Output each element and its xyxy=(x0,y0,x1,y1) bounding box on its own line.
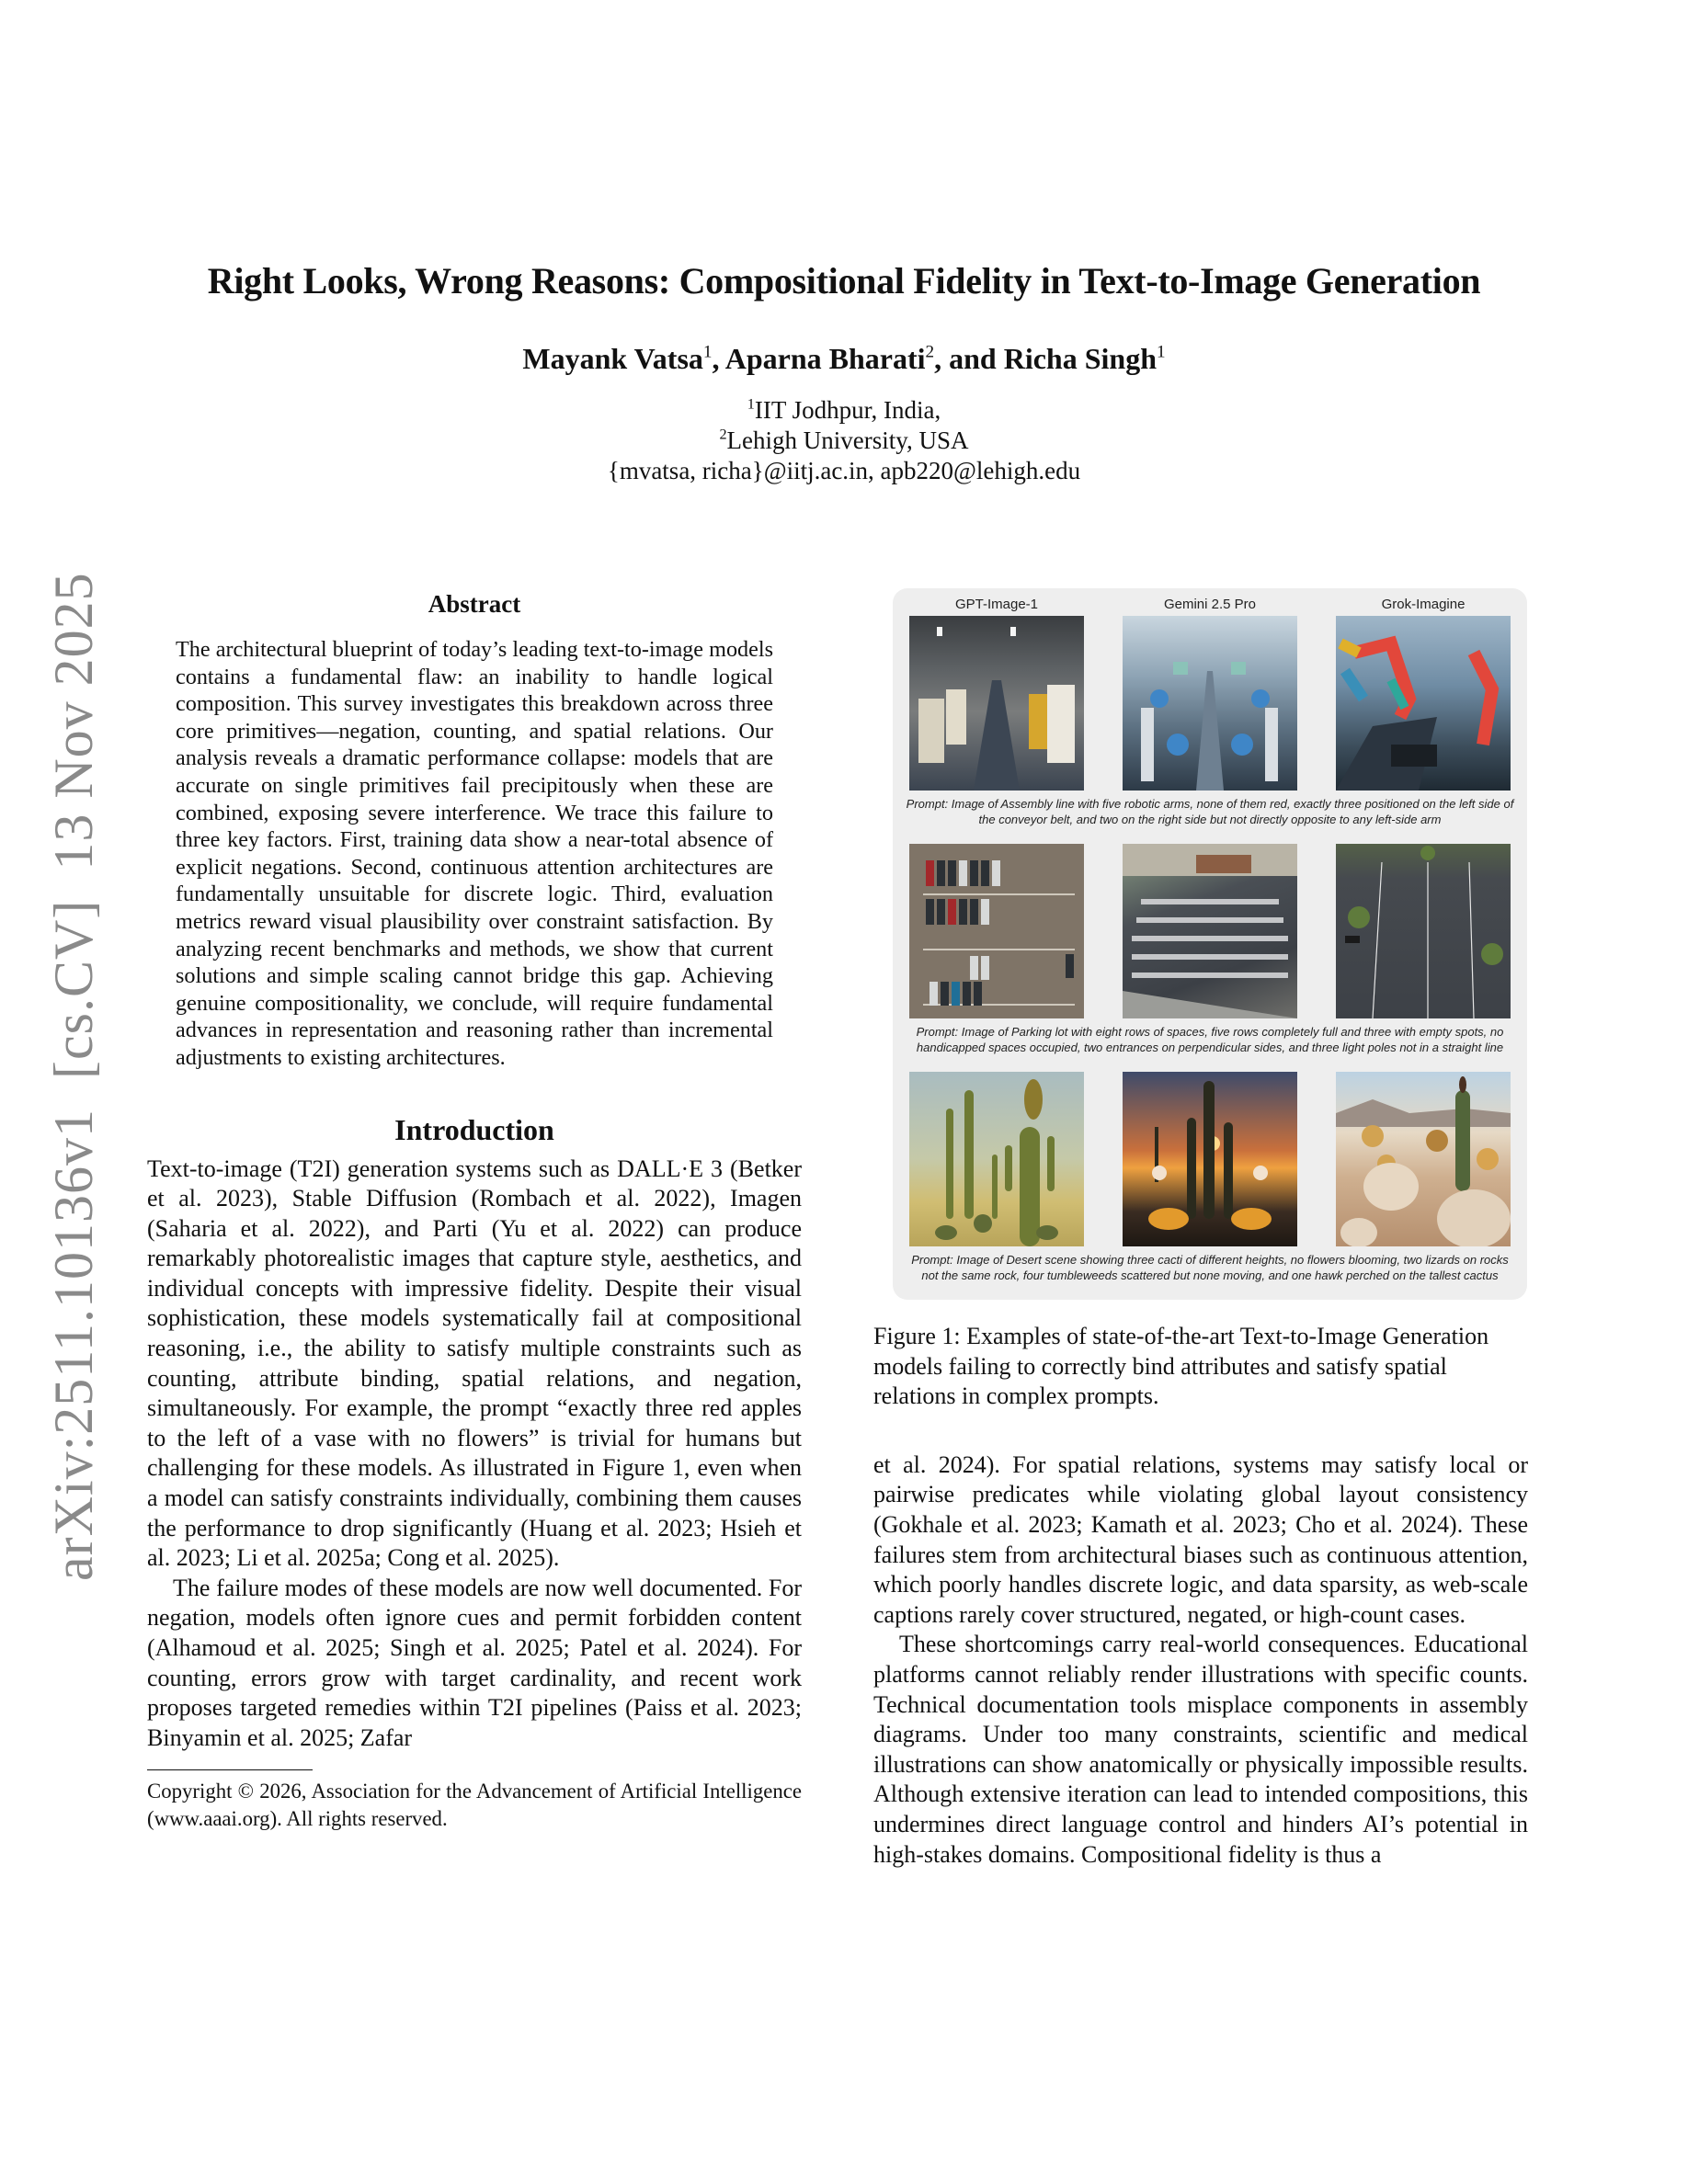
figure-1-panel xyxy=(893,588,1527,1300)
prompt-parking: Prompt: Image of Parking lot with eight rows of spaces, five rows completely full and three with empty spots, no handicapped spaces occupied, two entrances on perpendicular sides, and three light poles not in a straight line xyxy=(916,1025,1504,1054)
intro-paragraph-3: These shortcomings carry real-world consequences. Educational platforms cannot reliably render illustrations with specific counts. Technical documentation tools misplace components in assembly diagrams. Under too many constraints, scientific and medical illustrations can show anatomically or physically impossible results. Although extensive iteration can lead to intended compositions, this undermines direct language control and hinders AI’s potential in high-stakes domains. Compositional fidelity is thus a xyxy=(873,1631,1528,1868)
arxiv-side-stamp: arXiv:2511.10136v1 [cs.CV] 13 Nov 2025 xyxy=(43,572,104,1581)
copyright-footnote: Copyright © 2026, Association for the Advancement of Artificial Intelligence (www.aaai.org). All rights reserved. xyxy=(147,1780,802,1831)
author-affil-mark: 1 xyxy=(1157,342,1166,362)
affiliation-line xyxy=(0,395,1688,426)
assembly-line-image-gpt xyxy=(909,616,1084,791)
affiliation-line xyxy=(0,426,1688,456)
assembly-line-image-gemini xyxy=(1123,616,1297,791)
footnote-rule xyxy=(147,1769,313,1770)
desert-scene-image-gemini xyxy=(1123,1072,1297,1246)
left-column xyxy=(147,588,802,1833)
author-separator: , and xyxy=(934,342,1004,375)
model-label-grok: Grok-Imagine xyxy=(1381,597,1466,612)
model-label-gpt-image-1: GPT-Image-1 xyxy=(954,597,1039,612)
intro-paragraph-1: Text-to-image (T2I) generation systems such as DALL·E 3 (Betker et al. 2023), Stable Diffusion (Rombach et al. 2022), Imagen (Saharia et al. 2022), and Parti (Yu et al. 2022) can produce remarkably photorealistic images that capture style, aesthetics, and individual concepts with impressive fidelity. Despite their visual sophistication, these models systematically fail at compositional reasoning, i.e., the ability to satisfy multiple constraints such as counting, attribute binding, spatial relations, and negation, simultaneously. For example, the prompt “exactly three red apples to the left of a vase with no flowers” is trivial for humans but challenging for these models. As illustrated in Figure 1, even when a model can satisfy constraints individually, combining them causes the performance to drop significantly (Huang et al. 2023; Hsieh et al. 2023; Li et al. 2025a; Cong et al. 2025). xyxy=(147,1155,802,1572)
author-separator: , xyxy=(712,342,725,375)
figure-row-desert xyxy=(893,1072,1527,1246)
author-name: Aparna Bharati xyxy=(724,342,926,375)
prompt-desert: Prompt: Image of Desert scene showing three cacti of different heights, no flowers blooming, two lizards on rocks not the same rock, four tumbleweeds scattered but none moving, and one hawk perched on the tallest cactus xyxy=(911,1253,1509,1282)
right-column-text xyxy=(873,1450,1528,1870)
prompt-assembly: Prompt: Image of Assembly line with five robotic arms, none of them red, exactly three positioned on the left side of the conveyor belt, and two on the right side but not directly opposite to any left-side arm xyxy=(906,797,1514,826)
desert-scene-image-grok xyxy=(1336,1072,1511,1246)
abstract-text: The architectural blueprint of today’s leading text-to-image models contains a fundamental flaw: an inability to handle logical composition. This survey investigates this breakdown across three core primitives—negation, counting, and spatial relations. Our analysis reveals a dramatic performance collapse: models that are accurate on single primitives fail precipitously when these are combined, exposing severe interference. We trace this failure to three key factors. First, training data show a near-total absence of explicit negations. Second, continuous attention architectures are fundamentally unsuitable for discrete logic. Third, evaluation metrics reward visual plausibility over constraint satisfaction. By analyzing recent benchmarks and methods, we show that current solutions and simple scaling cannot bridge this gap. Achieving genuine compositionality, we conclude, will require fundamental advances in representation and reasoning rather than incremental adjustments to existing architectures. xyxy=(176,637,773,1070)
email-line: {mvatsa, richa}@iitj.ac.in, apb220@lehigh.edu xyxy=(607,457,1081,484)
desert-scene-image-gpt xyxy=(909,1072,1084,1246)
introduction-heading: Introduction xyxy=(394,1112,554,1146)
figure-row-assembly xyxy=(893,616,1527,791)
author-list xyxy=(0,342,1688,376)
assembly-line-image-grok xyxy=(1336,616,1511,791)
author-affil-mark: 2 xyxy=(925,342,935,362)
author-affil-mark: 1 xyxy=(702,342,713,362)
affil-mark: 1 xyxy=(747,395,755,413)
author-name: Mayank Vatsa xyxy=(522,342,703,375)
model-label-gemini: Gemini 2.5 Pro xyxy=(1163,597,1257,612)
affiliations xyxy=(0,395,1688,486)
model-labels xyxy=(893,596,1527,616)
affiliation-text: Lehigh University, USA xyxy=(726,427,969,454)
author-name: Richa Singh xyxy=(1003,342,1157,375)
affiliation-text: IIT Jodhpur, India, xyxy=(754,396,941,424)
abstract-heading: Abstract xyxy=(428,590,521,618)
figure-row-parking xyxy=(893,844,1527,1018)
intro-paragraph-2: The failure modes of these models are now well documented. For negation, models often ignore cues and permit forbidden content (Alhamoud et al. 2025; Singh et al. 2025; Patel et al. 2024). For counting, errors grow with target cardinality, and recent work proposes targeted remedies within T2I pipelines (Paiss et al. 2023; Binyamin et al. 2025; Zafar xyxy=(147,1574,802,1751)
parking-lot-image-gemini xyxy=(1123,844,1297,1018)
figure-1-caption: Figure 1: Examples of state-of-the-art Text-to-Image Generation models failing to correctly bind attributes and satisfy spatial relations in complex prompts. xyxy=(873,1323,1489,1410)
right-column xyxy=(873,588,1528,1870)
parking-lot-image-gpt xyxy=(909,844,1084,1018)
paper-title: Right Looks, Wrong Reasons: Compositional Fidelity in Text-to-Image Generation xyxy=(207,260,1481,301)
intro-paragraph-2-continued: et al. 2024). For spatial relations, systems may satisfy local or pairwise predicates while violating global layout consistency (Gokhale et al. 2023; Kamath et al. 2023; Cho et al. 2024). These failures stem from architectural biases such as continuous attention, which poorly handles discrete logic, and data sparsity, as web-scale captions rarely cover structured, negated, or high-count cases. xyxy=(873,1450,1528,1628)
affil-mark: 2 xyxy=(719,426,727,443)
parking-lot-image-grok xyxy=(1336,844,1511,1018)
